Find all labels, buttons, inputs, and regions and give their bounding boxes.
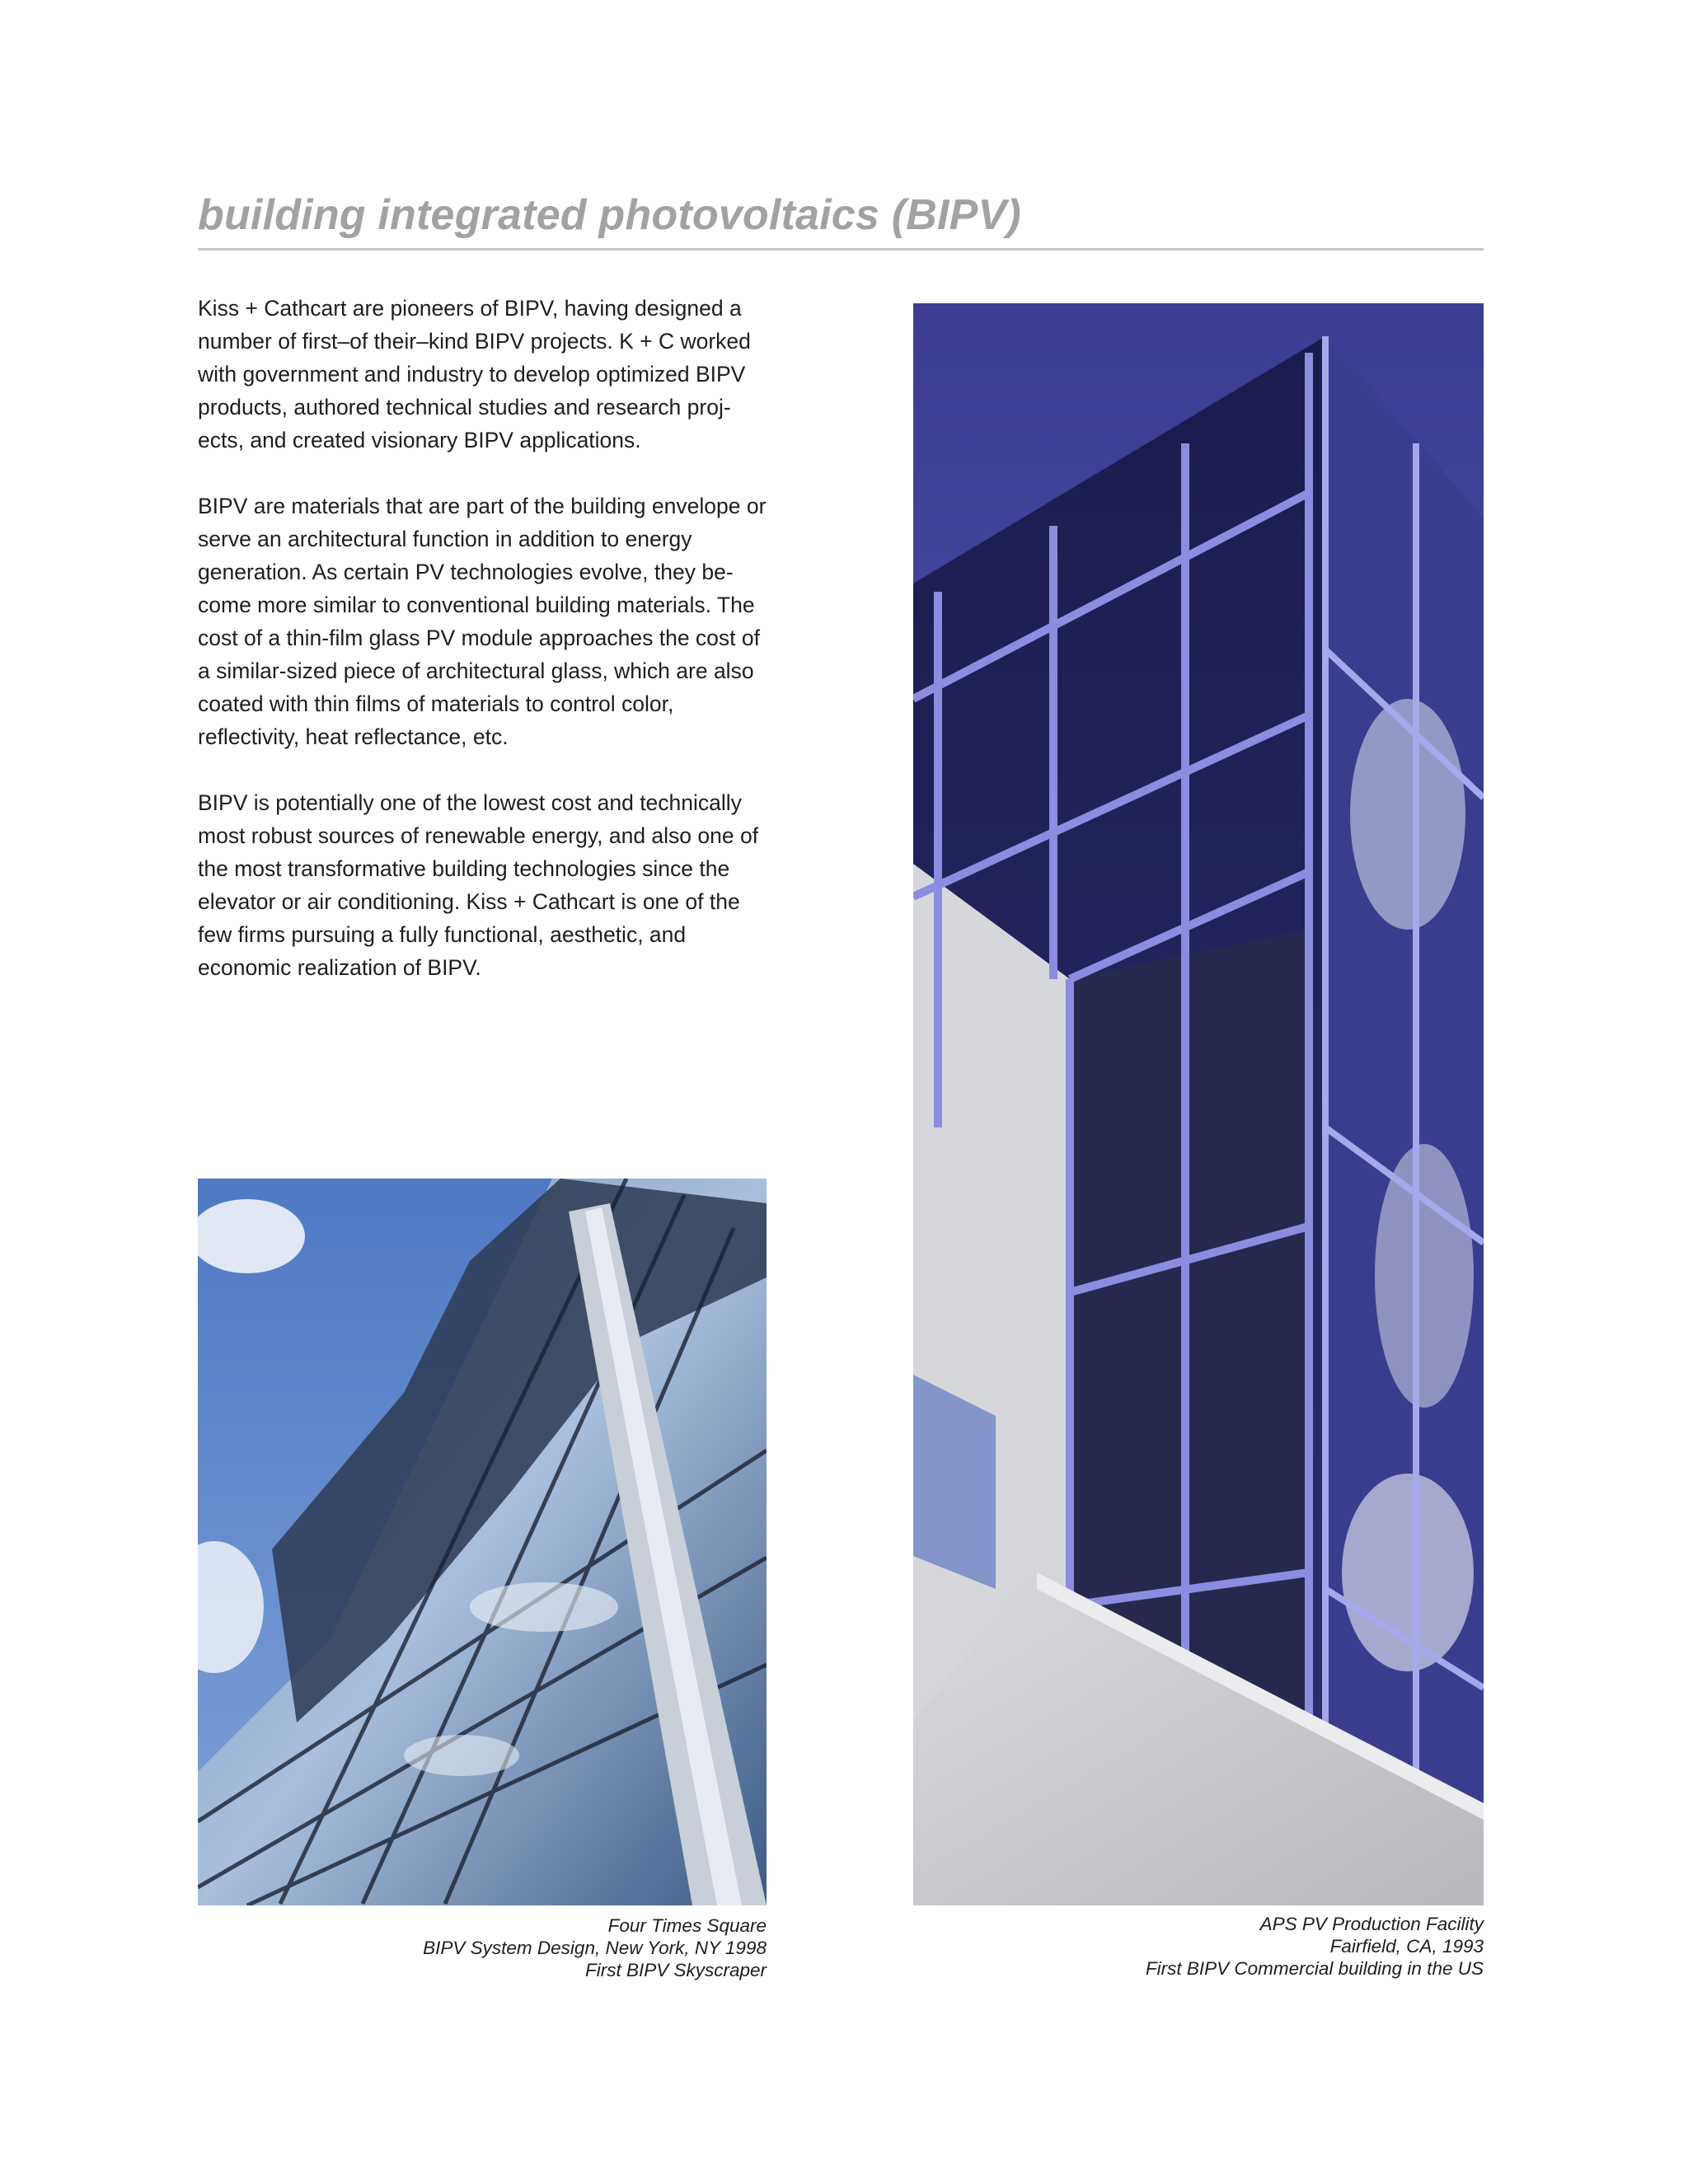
caption-right-line-1: APS PV Production Facility [1259,1914,1484,1934]
aps-pv-facility-image [913,303,1484,1905]
caption-aps-pv-facility [913,1913,1484,1980]
title-divider [198,248,1484,251]
photo-four-times-square [198,1179,767,1905]
caption-left-line-1: Four Times Square [607,1915,767,1936]
caption-left-line-2: BIPV System Design, New York, NY 1998 [423,1938,767,1958]
body-text [198,292,775,1017]
paragraph-2: BIPV are materials that are part of the building envelope or serve an architectural function in addition to energy generation. As certain PV technologies evolve, they be-come more similar to conventional building materials. The cost of a thin-film glass PV module approaches the cost of a similar-sized piece of architectural glass, which are also coated with thin films of materials to control color, reflectivity, heat reflectance, etc. [198,494,767,749]
paragraph-3: BIPV is potentially one of the lowest cost and technically most robust sources of renewable energy, and also one of the most transformative building technologies since the elevator or air conditioning. Kiss + Cathcart is one of the few firms pursuing a fully functional, aesthetic, and economic realization of BIPV. [198,790,759,980]
caption-four-times-square [198,1915,767,1981]
caption-right-line-2: Fairfield, CA, 1993 [1329,1936,1484,1957]
four-times-square-image [198,1179,767,1905]
photo-aps-pv-facility [913,303,1484,1905]
paragraph-1: Kiss + Cathcart are pioneers of BIPV, having designed a number of first–of their–kind BIPV projects. K + C worked with government and industry to develop optimized BIPV products, authored technical studies and research proj-ects, and created visionary BIPV applications. [198,296,751,452]
page-title: building integrated photovoltaics (BIPV) [198,191,1021,239]
caption-left-line-3: First BIPV Skyscraper [584,1960,767,1980]
caption-right-line-3: First BIPV Commercial building in the US [1145,1958,1484,1979]
